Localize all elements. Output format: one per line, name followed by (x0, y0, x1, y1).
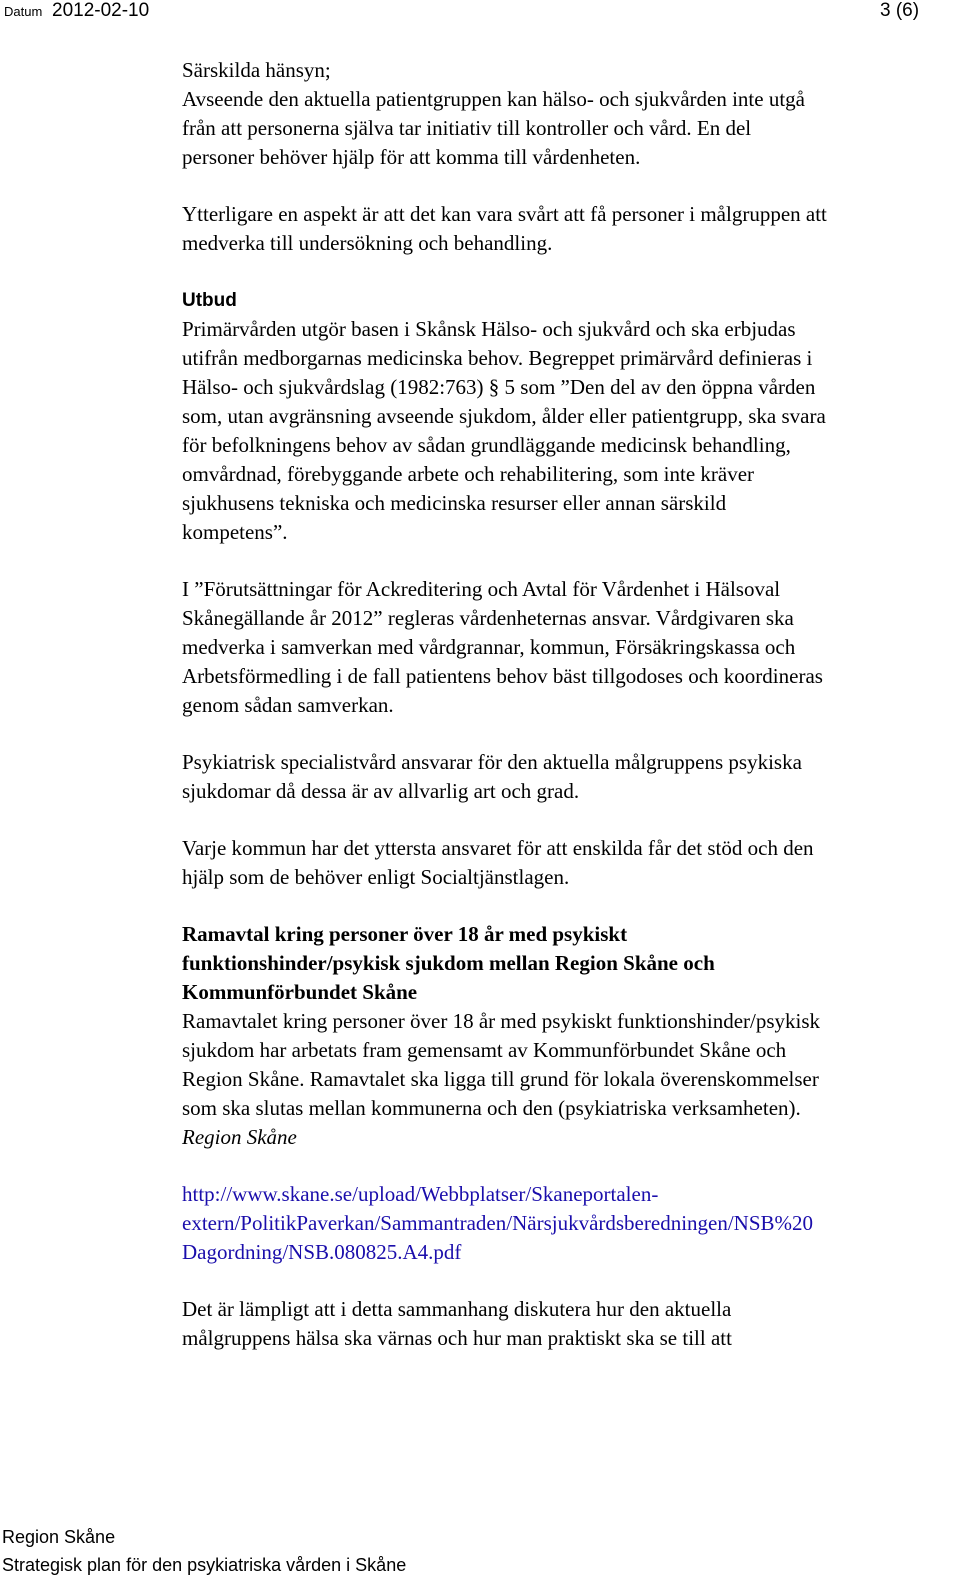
heading-line: Kommunförbundet Skåne (182, 980, 418, 1004)
link-line[interactable]: Dagordning/NSB.080825.A4.pdf (182, 1240, 462, 1264)
special-considerations-paragraph (182, 56, 952, 172)
psychiatry-paragraph (182, 748, 952, 806)
text-line: Region Skåne. Ramavtalet ska ligga till grund för lokala överenskommelser (182, 1067, 819, 1091)
footer-organization: Region Skåne (2, 1527, 116, 1547)
text-line: sjukdom har arbetats fram gemensamt av Kommunförbundet Skåne och (182, 1038, 787, 1062)
utbud-heading: Utbud (182, 290, 237, 311)
further-aspect-paragraph (182, 200, 952, 258)
date-label: Datum (4, 4, 43, 19)
text-line: medverka till undersökning och behandling. (182, 231, 553, 255)
text-line: omvårdnad, förebyggande arbete och rehabilitering, som inte kräver (182, 462, 755, 486)
footer-document-title: Strategisk plan för den psykiatriska vården i Skåne (2, 1555, 407, 1575)
municipality-paragraph (182, 834, 952, 892)
text-line: Arbetsförmedling i de fall patientens behov bäst tillgodoses och koordineras (182, 664, 823, 688)
page-footer (0, 1523, 960, 1579)
text-line: Särskilda hänsyn; (182, 58, 331, 82)
text-line: Psykiatrisk specialistvård ansvarar för den aktuella målgruppens psykiska (182, 750, 802, 774)
heading-line: Ramavtal kring personer över 18 år med psykiskt (182, 922, 628, 946)
framework-source: Region Skåne (182, 1125, 297, 1149)
heading-line: funktionshinder/psykisk sjukdom mellan Region Skåne och (182, 951, 715, 975)
document-date: 2012-02-10 (52, 0, 150, 21)
link-line[interactable]: extern/PolitikPaverkan/Sammantraden/Närsjukvårdsberedningen/NSB%20 (182, 1211, 814, 1235)
text-line: Det är lämpligt att i detta sammanhang diskutera hur den aktuella (182, 1297, 732, 1321)
framework-agreement-paragraph (182, 1007, 952, 1123)
text-line: som, utan avgränsning avseende sjukdom, ålder eller patientgrupp, ska svara (182, 404, 826, 428)
closing-paragraph (182, 1295, 952, 1353)
framework-agreement-heading (182, 920, 952, 1007)
page-header (0, 0, 960, 28)
text-line: utifrån medborgarnas medicinska behov. Begreppet primärvård definieras i (182, 346, 813, 370)
text-line: för befolkningens behov av sådan grundläggande medicinsk behandling, (182, 433, 791, 457)
text-line: genom sådan samverkan. (182, 693, 394, 717)
text-line: hjälp som de behöver enligt Socialtjänstlagen. (182, 865, 570, 889)
text-line: Varje kommun har det yttersta ansvaret för att enskilda får det stöd och den (182, 836, 814, 860)
text-line: I ”Förutsättningar för Ackreditering och Avtal för Vårdenhet i Hälsoval (182, 577, 781, 601)
text-line: medverka i samverkan med vårdgrannar, kommun, Försäkringskassa och (182, 635, 796, 659)
text-line: som ska slutas mellan kommunerna och den (psykiatriska verksamheten). (182, 1096, 801, 1120)
link-line[interactable]: http://www.skane.se/upload/Webbplatser/Skaneportalen- (182, 1182, 659, 1206)
text-line: från att personerna själva tar initiativ till kontroller och vård. En del (182, 116, 752, 140)
text-line: sjukdomar då dessa är av allvarlig art och grad. (182, 779, 580, 803)
text-line: Ramavtalet kring personer över 18 år med psykiskt funktionshinder/psykisk (182, 1009, 821, 1033)
text-line: Primärvården utgör basen i Skånsk Hälso- och sjukvård och ska erbjudas (182, 317, 796, 341)
primary-care-paragraph (182, 315, 952, 547)
document-body (182, 56, 952, 1353)
accreditation-paragraph (182, 575, 952, 720)
text-line: personer behöver hjälp för att komma till vårdenheten. (182, 145, 641, 169)
text-line: målgruppens hälsa ska värnas och hur man praktiskt ska se till att (182, 1326, 732, 1350)
source-link[interactable] (182, 1180, 952, 1267)
text-line: Hälso- och sjukvårdslag (1982:763) § 5 som ”Den del av den öppna vården (182, 375, 816, 399)
text-line: Ytterligare en aspekt är att det kan vara svårt att få personer i målgruppen att (182, 202, 827, 226)
text-line: kompetens”. (182, 520, 288, 544)
text-line: sjukhusens tekniska och medicinska resurser eller annan särskild (182, 491, 727, 515)
text-line: Avseende den aktuella patientgruppen kan hälso- och sjukvården inte utgå (182, 87, 805, 111)
text-line: Skånegällande år 2012” regleras vårdenheternas ansvar. Vårdgivaren ska (182, 606, 794, 630)
page-number: 3 (6) (880, 0, 920, 21)
